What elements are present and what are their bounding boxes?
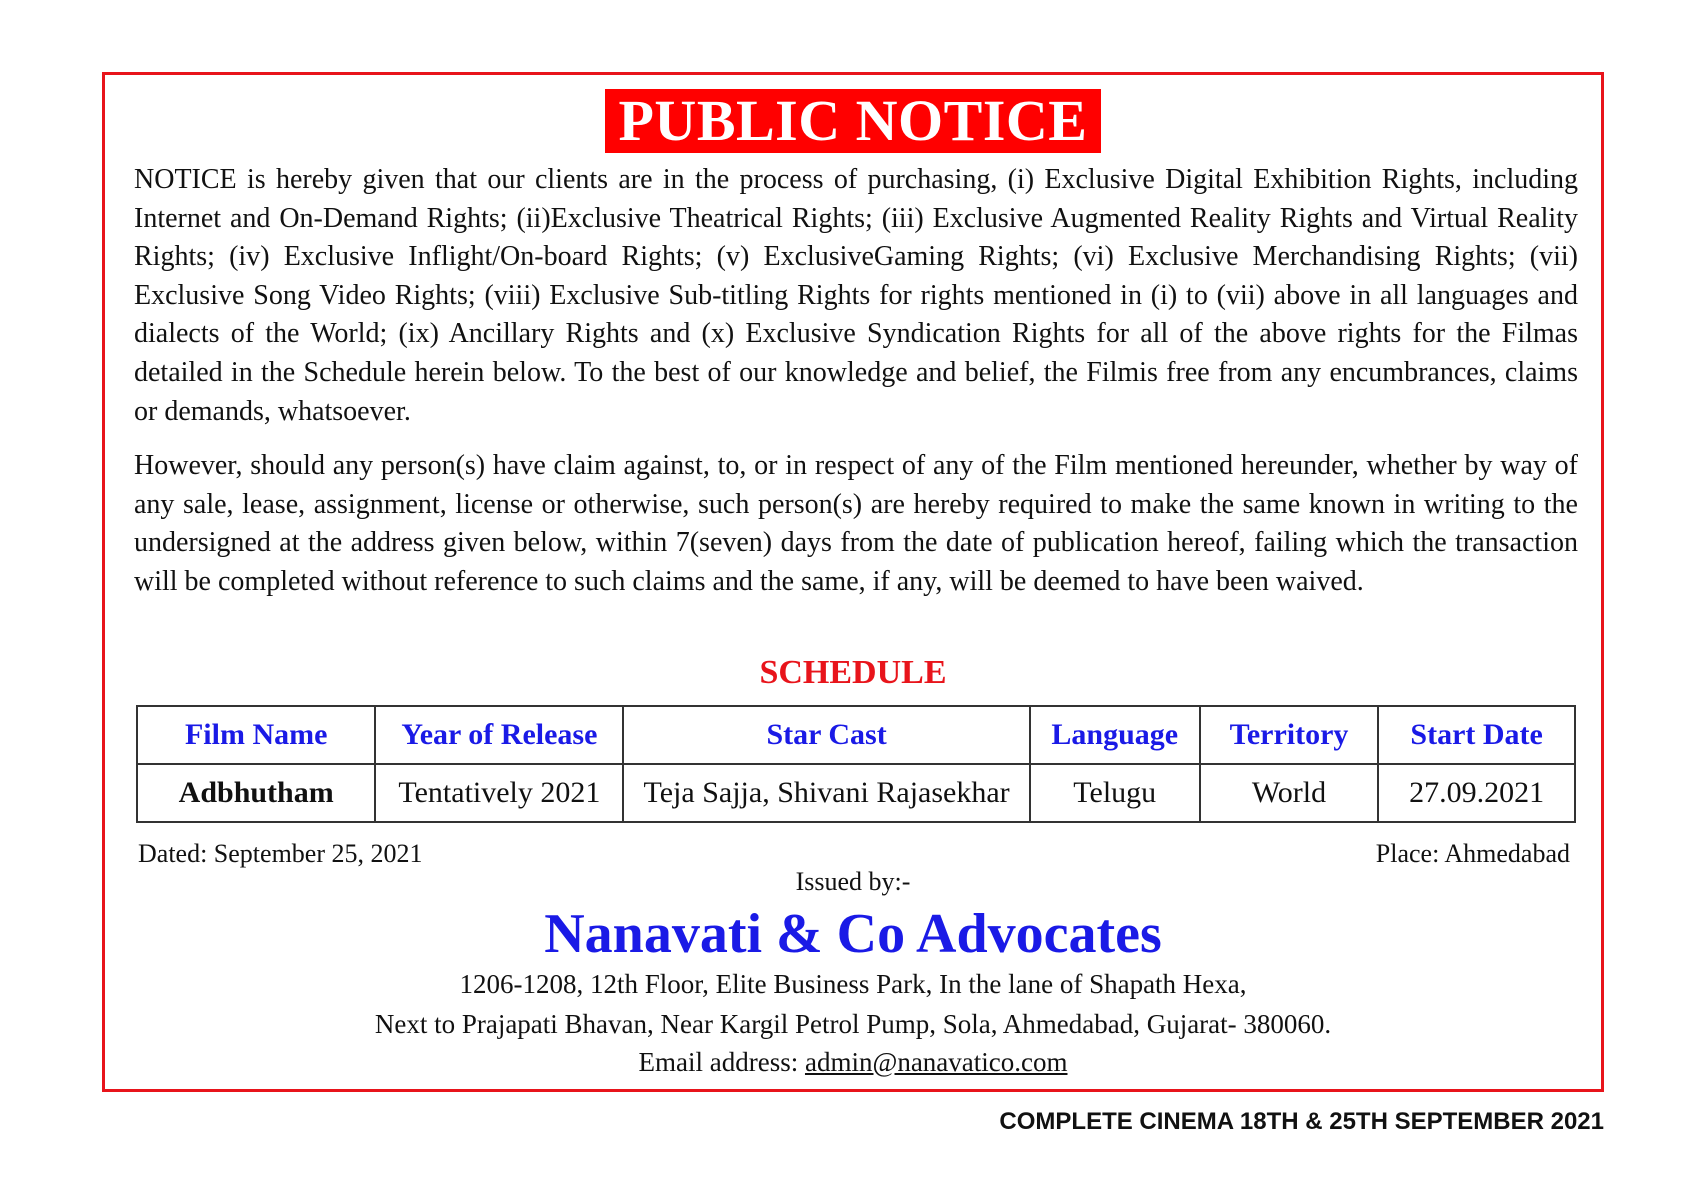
cell-language: Telugu bbox=[1030, 764, 1200, 822]
address-line-1: 1206-1208, 12th Floor, Elite Business Park, In the lane of Shapath Hexa, bbox=[459, 969, 1247, 999]
col-header-start-date: Start Date bbox=[1378, 706, 1575, 764]
dated-text: Dated: September 25, 2021 bbox=[138, 839, 423, 868]
schedule-header-row bbox=[137, 706, 1575, 764]
title-wrap bbox=[105, 89, 1601, 153]
email-link[interactable]: admin@nanavatico.com bbox=[804, 1047, 1068, 1077]
place-text: Place: Ahmedabad bbox=[1375, 839, 1570, 868]
col-header-year-of-release: Year of Release bbox=[375, 706, 623, 764]
cell-year-of-release: Tentatively 2021 bbox=[375, 764, 623, 822]
schedule-heading: SCHEDULE bbox=[759, 654, 947, 691]
col-header-film-name: Film Name bbox=[137, 706, 375, 764]
notice-paragraph-1: NOTICE is hereby given that our clients are in the process of purchasing, (i) Exclusive Digital Exhibition Rights, including Internet and On-Demand Rights; (ii)Exclusive Theatrical Rights; (iii) Exclusive Augmented Reality Rights and Virtual Reality Rights; (iv) Exclusive Inflight/On-board Rights; (v) ExclusiveGaming Rights; (vi) Exclusive Merchandising Rights; (vii) Exclusive Song Video Rights; (viii) Exclusive Sub-titling Rights for rights mentioned in (i) to (vii) above in all languages and dialects of the World; (ix) Ancillary Rights and (x) Exclusive Syndication Rights for all of the above rights for the Filmas detailed in the Schedule herein below. To the best of our knowledge and belief, the Filmis free from any encumbrances, claims or demands, whatsoever. bbox=[134, 164, 1578, 427]
notice-paragraph-2: However, should any person(s) have claim against, to, or in respect of any of the Film mentioned hereunder, whether by way of any sale, lease, assignment, license or otherwise, such person(s) are hereby required to make the same known in writing to the undersigned at the address given below, within 7(seven) days from the date of publication hereof, failing which the transaction will be completed without reference to such claims and the same, if any, will be deemed to have been waived. bbox=[134, 450, 1578, 597]
cell-territory: World bbox=[1200, 764, 1379, 822]
publication-footer: COMPLETE CINEMA 18TH & 25TH SEPTEMBER 2021 bbox=[999, 1108, 1604, 1135]
col-header-language: Language bbox=[1030, 706, 1200, 764]
email-line bbox=[105, 1045, 1601, 1079]
cell-film-name: Adbhutham bbox=[137, 764, 375, 822]
col-header-territory: Territory bbox=[1200, 706, 1379, 764]
firm-name: Nanavati & Co Advocates bbox=[544, 903, 1162, 965]
notice-frame bbox=[102, 72, 1604, 1092]
issued-by-label: Issued by:- bbox=[795, 867, 911, 896]
schedule-table bbox=[136, 705, 1576, 823]
cell-star-cast: Teja Sajja, Shivani Rajasekhar bbox=[623, 764, 1029, 822]
cell-start-date: 27.09.2021 bbox=[1378, 764, 1575, 822]
notice-title: PUBLIC NOTICE bbox=[605, 89, 1102, 153]
address-line-2: Next to Prajapati Bhavan, Near Kargil Petrol Pump, Sola, Ahmedabad, Gujarat- 380060. bbox=[374, 1009, 1332, 1039]
table-row bbox=[137, 764, 1575, 822]
col-header-star-cast: Star Cast bbox=[623, 706, 1029, 764]
email-label: Email address: bbox=[638, 1047, 805, 1077]
